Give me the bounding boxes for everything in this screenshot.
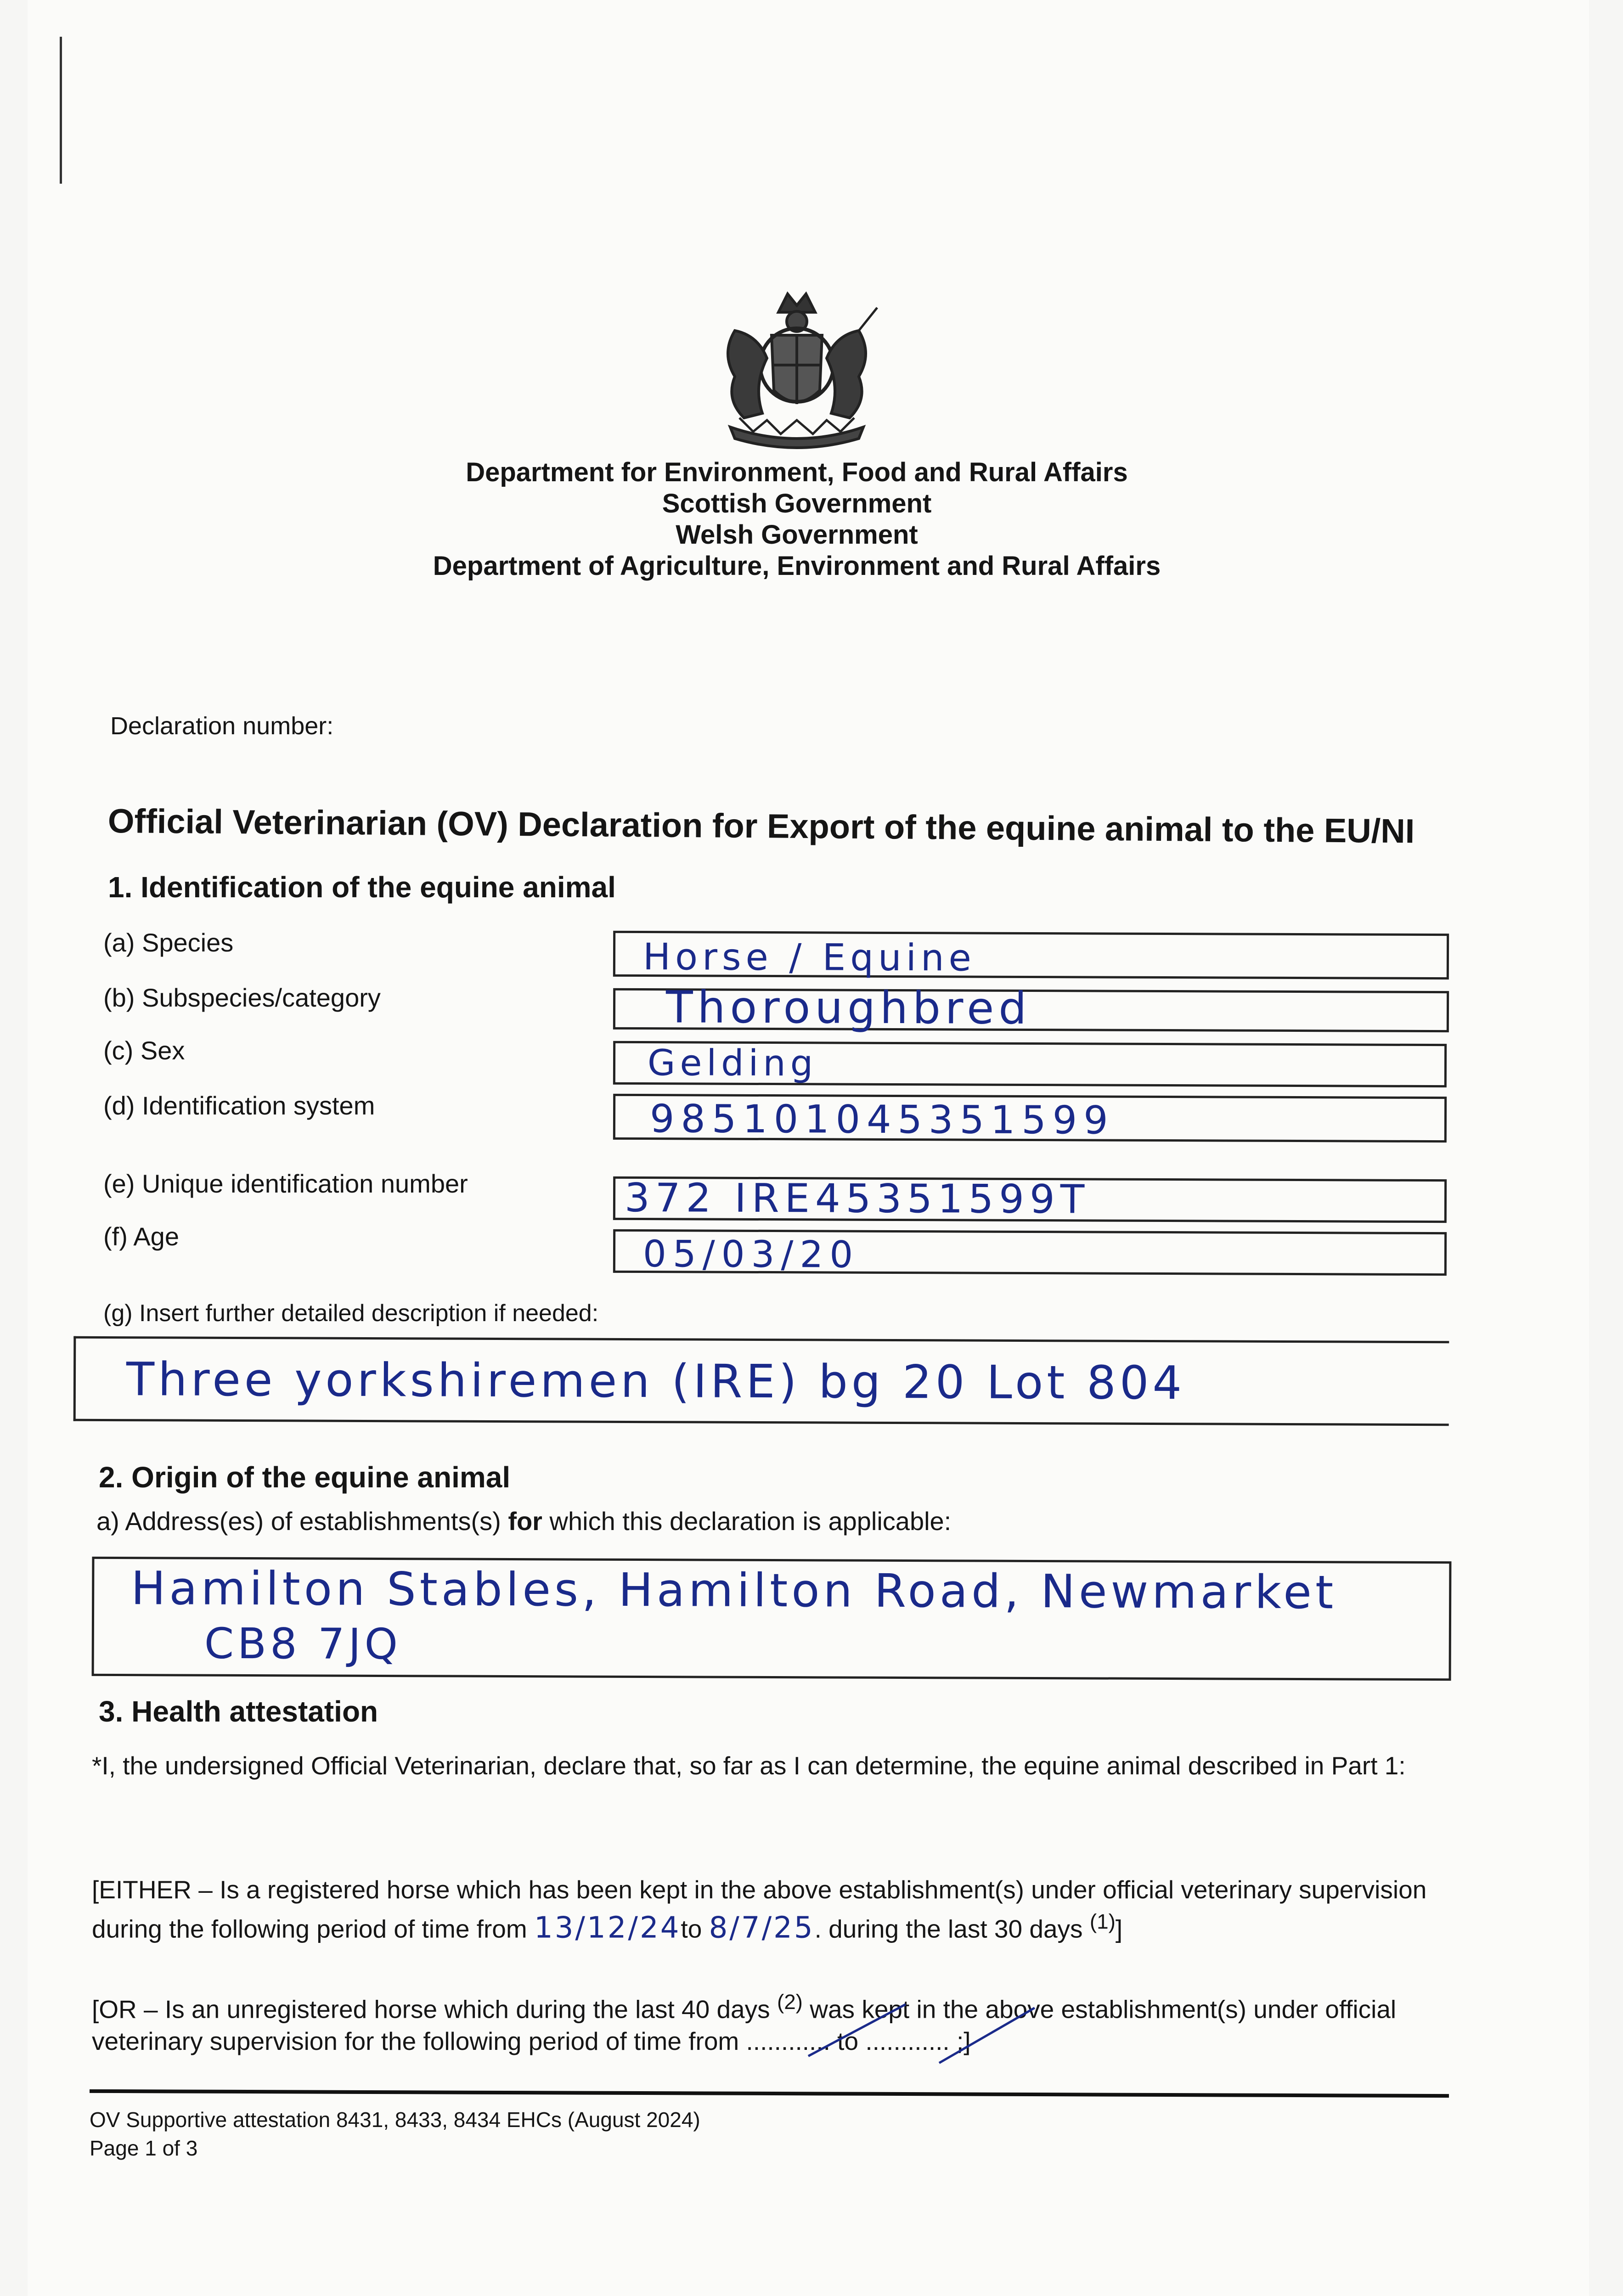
sex-label: (c) Sex [103, 1036, 185, 1065]
health-attestation-intro: *I, the undersigned Official Veterinarian, declare that, so far as I can determine, the equine animal described in Part 1: [92, 1751, 1406, 1780]
page-number: Page 1 of 3 [90, 2136, 198, 2160]
organisation-name: Department for Environment, Food and Rural Affairs [466, 457, 1128, 487]
supervision-from-date: 13/12/24 [534, 1911, 681, 1945]
age-label: (f) Age [103, 1222, 179, 1251]
section2-heading: 2. Origin of the equine animal [99, 1461, 511, 1494]
supervision-to-date: 8/7/25 [709, 1911, 815, 1945]
species-value: Horse / Equine [642, 935, 976, 979]
organisations-header [303, 457, 1291, 582]
royal-coat-of-arms-icon [693, 280, 900, 455]
address-line-1: Hamilton Stables, Hamilton Road, Newmarket [131, 1561, 1337, 1620]
address-label: a) Address(es) of establishments(s) for which this declaration is applicable: [96, 1507, 952, 1536]
footer-rule [90, 2089, 1449, 2098]
document-title: Official Veterinarian (OV) Declaration for Export of the equine animal to the EU/NI [107, 802, 1415, 850]
sex-value: Gelding [647, 1042, 818, 1085]
unique-id-field[interactable] [613, 1176, 1447, 1223]
age-value: 05/03/20 [642, 1232, 860, 1276]
identification-system-label: (d) Identification system [103, 1091, 375, 1120]
further-description-label: (g) Insert further detailed description if needed: [103, 1300, 599, 1327]
unique-id-value: 372 IRE45351599T [624, 1175, 1090, 1223]
either-clause: [EITHER – Is a registered horse which has been kept in the above establishment(s) under official veterinary supervision during the following period of time from 13/12/24to 8/7/25. during the last 30 days $^{(1)}$] [92, 1875, 1427, 1945]
section1-heading: 1. Identification of the equine animal [108, 871, 616, 904]
species-field[interactable] [613, 931, 1449, 979]
subspecies-value: Thoroughbred [665, 981, 1031, 1035]
further-description-field[interactable] [73, 1336, 1449, 1426]
sex-field[interactable] [613, 1041, 1447, 1087]
subspecies-field[interactable] [613, 981, 1449, 1035]
identification-system-field[interactable] [613, 1094, 1447, 1142]
scan-edge-mark [60, 37, 62, 184]
address-field[interactable] [92, 1557, 1452, 1681]
address-line-2: CB8 7JQ [204, 1619, 402, 1669]
document-page [28, 0, 1589, 2296]
declaration-number-label: Declaration number: [110, 712, 334, 740]
subspecies-label: (b) Subspecies/category [103, 983, 381, 1012]
further-description-value: Three yorkshiremen (IRE) bg 20 Lot 804 [126, 1352, 1186, 1410]
organisation-name: Welsh Government [676, 520, 918, 550]
or-clause: [OR – Is an unregistered horse which during the last 40 days $^{(2)}$ was kept in the above establishment(s) under official veterinary supervision for the following period of time from ............ to ............ ;] [92, 1990, 1397, 2056]
organisation-name: Scottish Government [662, 489, 932, 518]
section3-heading: 3. Health attestation [99, 1695, 378, 1728]
species-label: (a) Species [103, 928, 234, 957]
identification-system-value: 985101045351599 [649, 1096, 1115, 1143]
footer-attestation: OV Supportive attestation 8431, 8433, 8434 EHCs (August 2024) [90, 2108, 700, 2132]
footer [90, 2105, 700, 2162]
age-field[interactable] [613, 1229, 1447, 1276]
unique-id-label: (e) Unique identification number [103, 1169, 468, 1198]
organisation-name: Department of Agriculture, Environment and Rural Affairs [433, 551, 1161, 581]
